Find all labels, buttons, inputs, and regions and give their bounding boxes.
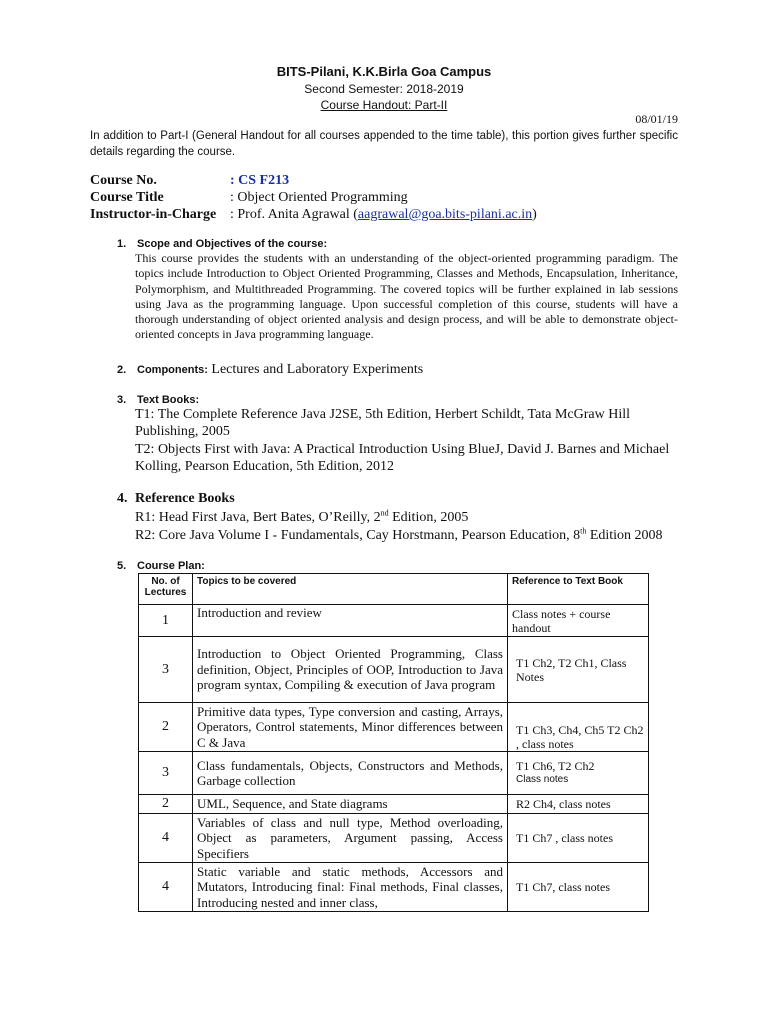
topics-cell: Class fundamentals, Objects, Constructors and Methods, Garbage collection	[193, 752, 508, 795]
table-row	[139, 703, 649, 752]
lectures-cell: 2	[139, 795, 193, 814]
reference-r1-sup: nd	[380, 508, 389, 518]
reference-r2-text: R2: Core Java Volume I - Fundamentals, Cay Horstmann, Pearson Education, 8	[135, 528, 581, 543]
reference-r1-tail: Edition, 2005	[388, 510, 469, 525]
scope-number: 1.	[117, 238, 127, 250]
reference-cell: T1 Ch2, T2 Ch1, Class Notes	[508, 637, 649, 703]
table-row	[139, 863, 649, 912]
references-heading	[117, 491, 235, 507]
textbook-t2: T2: Objects First with Java: A Practical Introduction Using BlueJ, David J. Barnes and Michael Kolling, Pearson Education, 5th Edition, 2012	[135, 442, 670, 474]
instructor-label: Instructor-in-Charge	[90, 207, 217, 222]
instructor-row	[90, 206, 537, 223]
reference-r2	[135, 527, 680, 544]
topics-cell: UML, Sequence, and State diagrams	[193, 795, 508, 814]
course-no-value: : CS F213	[230, 173, 290, 188]
lectures-cell: 4	[139, 814, 193, 863]
references-title: Reference Books	[135, 491, 235, 506]
textbooks-number: 3.	[117, 394, 127, 406]
reference-cell	[508, 752, 649, 795]
table-row	[139, 814, 649, 863]
components-number: 2.	[117, 364, 127, 376]
lectures-cell: 2	[139, 703, 193, 752]
table-header-row	[139, 574, 649, 605]
topics-cell: Introduction and review	[193, 605, 508, 637]
topics-cell: Introduction to Object Oriented Programming, Class definition, Object, Principles of OOP, Introduction to Java program syntax, Compiling & execution of Java program	[193, 637, 508, 703]
reference-cell: R2 Ch4, class notes	[508, 795, 649, 814]
instructor-suffix: )	[532, 207, 537, 222]
plan-number: 5.	[117, 560, 127, 572]
reference-r2-sup: th	[580, 526, 587, 536]
header-topics: Topics to be covered	[193, 574, 508, 605]
course-title-row	[90, 189, 537, 206]
course-info	[90, 172, 537, 223]
lectures-cell: 1	[139, 605, 193, 637]
scope-title: Scope and Objectives of the course:	[137, 238, 328, 250]
course-title-value: : Object Oriented Programming	[230, 190, 408, 205]
lectures-cell: 3	[139, 637, 193, 703]
lectures-cell: 4	[139, 863, 193, 912]
reference-text: T1 Ch6, T2 Ch2	[516, 759, 595, 773]
textbook-t1: T1: The Complete Reference Java J2SE, 5th Edition, Herbert Schildt, Tata McGraw Hill Publishing, 2005	[135, 407, 630, 439]
references-number: 4.	[117, 491, 128, 506]
handout-part: Course Handout: Part-II	[320, 98, 448, 112]
instructor-name: : Prof. Anita Agrawal (	[230, 207, 358, 222]
textbooks-title: Text Books:	[137, 394, 200, 406]
reference-r2-tail: Edition 2008	[586, 528, 663, 543]
textbooks-heading	[117, 394, 199, 406]
handout-date: 08/01/19	[635, 112, 678, 126]
components-value: Lectures and Laboratory Experiments	[207, 362, 424, 377]
course-title-label: Course Title	[90, 190, 164, 205]
institution-title: BITS-Pilani, K.K.Birla Goa Campus	[276, 64, 492, 79]
header-lectures: No. of Lectures	[139, 574, 193, 605]
table-row	[139, 795, 649, 814]
reference-r1-text: R1: Head First Java, Bert Bates, O’Reilly, 2	[135, 510, 381, 525]
topics-cell: Static variable and static methods, Accessors and Mutators, Introducing final: Final methods, Final classes, Introducing nested and inner class,	[193, 863, 508, 912]
table-row	[139, 752, 649, 795]
course-plan-table	[138, 573, 649, 912]
instructor-email-link[interactable]: aagrawal@goa.bits-pilani.ac.in	[357, 207, 533, 222]
reference-r1	[135, 509, 680, 526]
scope-body: This course provides the students with an understanding of the object-oriented programming paradigm. The topics include Introduction to Object Oriented Programming, Classes and Methods, Encapsulation, Inheritance, Polymorphism, and Multithreaded Programming. The covered topics will be further explained in lab sessions using Java as the programming language. Upon successful completion of this course, students will have a thorough understanding of object oriented analysis and design process, and will be able to demonstrate object-oriented concepts in Java programming language.	[135, 251, 678, 342]
topics-cell: Variables of class and null type, Method overloading, Object as parameters, Argument passing, Access Specifiers	[193, 814, 508, 863]
table-row	[139, 605, 649, 637]
course-no-row	[90, 172, 537, 189]
reference-cell: Class notes + course handout	[508, 605, 649, 637]
topics-cell: Primitive data types, Type conversion and casting, Arrays, Operators, Control statements, Minor differences between C & Java	[193, 703, 508, 752]
table-row	[139, 637, 649, 703]
components-line	[117, 360, 423, 378]
intro-paragraph: In addition to Part-I (General Handout for all courses appended to the time table), this portion gives further specific details regarding the course.	[90, 130, 678, 158]
plan-title: Course Plan:	[137, 560, 205, 572]
reference-cell: T1 Ch3, Ch4, Ch5 T2 Ch2 , class notes	[508, 703, 649, 752]
header-reference: Reference to Text Book	[508, 574, 649, 605]
components-label: Components:	[137, 364, 208, 376]
semester-line: Second Semester: 2018-2019	[304, 82, 464, 96]
lectures-cell: 3	[139, 752, 193, 795]
plan-heading	[117, 560, 205, 572]
scope-heading	[117, 238, 327, 250]
course-no-label: Course No.	[90, 173, 157, 188]
reference-extra: Class notes	[516, 774, 569, 785]
reference-cell: T1 Ch7 , class notes	[508, 814, 649, 863]
instructor-value	[230, 206, 537, 223]
reference-cell: T1 Ch7, class notes	[508, 863, 649, 912]
